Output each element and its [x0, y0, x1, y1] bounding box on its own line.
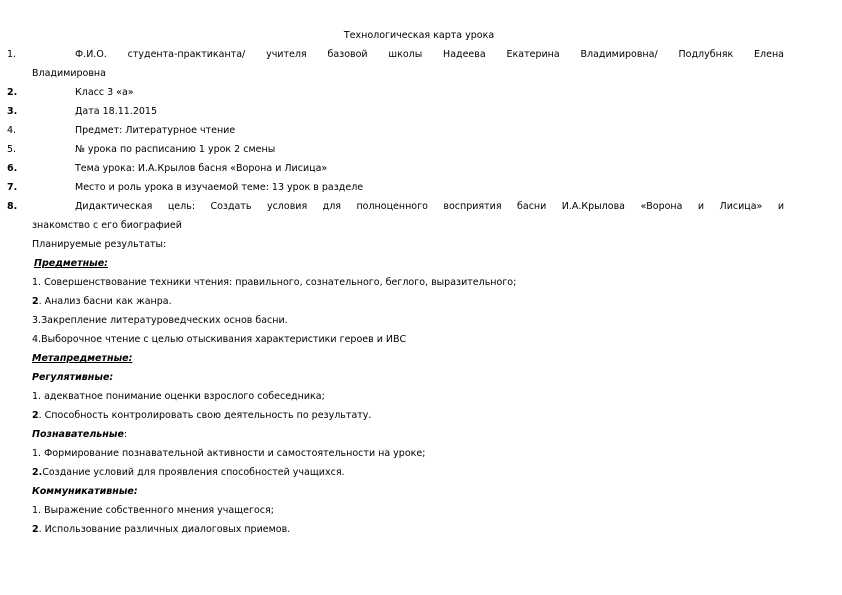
lesson-info-item — [7, 159, 784, 178]
item-number: 1. — [32, 277, 42, 288]
item-number: 4. — [32, 334, 42, 345]
communicative-heading-text: Коммуникативные: — [32, 486, 138, 497]
regulatory-heading-text: Регулятивные: — [32, 372, 114, 383]
subject-result-item — [32, 330, 784, 349]
item-text: Закрепление литературоведческих основ басни. — [41, 315, 288, 326]
lesson-info-item — [7, 140, 784, 159]
item-text: № урока по расписанию 1 урок 2 смены — [75, 144, 276, 155]
item-number: 1. — [32, 505, 42, 516]
item-text: Класс 3 «а» — [75, 87, 134, 98]
metasubject-heading-text: Метапредметные: — [32, 353, 133, 364]
document-title: Технологическая карта урока — [343, 30, 495, 41]
item-number: 4. — [7, 125, 17, 136]
item-text: . Анализ басни как жанра. — [38, 296, 172, 307]
communicative-heading — [32, 482, 784, 501]
cognitive-heading-colon: : — [123, 429, 128, 440]
item-text: адекватное понимание оценки взрослого собеседника; — [41, 391, 325, 402]
lesson-info-item — [7, 197, 784, 235]
item-number: 3. — [7, 106, 18, 117]
communicative-item — [32, 501, 784, 520]
item-number: 2 — [32, 296, 39, 307]
cognitive-heading-text: Познавательные — [32, 429, 124, 440]
item-number: 2. — [7, 87, 18, 98]
item-text: Создание условий для проявления способностей учащихся. — [42, 467, 345, 478]
item-text: Тема урока: И.А.Крылов басня «Ворона и Лисица» — [75, 163, 328, 174]
item-number: 1. — [32, 448, 42, 459]
item-number: 5. — [7, 144, 17, 155]
item-text: Место и роль урока в изучаемой теме: 13 урок в разделе — [75, 182, 364, 193]
regulatory-item — [32, 406, 784, 425]
lesson-info-item — [7, 83, 784, 102]
lesson-info-item — [7, 121, 784, 140]
item-number: 8. — [7, 201, 18, 212]
item-number: 1. — [32, 391, 42, 402]
lesson-info-list — [7, 45, 784, 235]
item-number: 3. — [32, 315, 42, 326]
cognitive-heading — [32, 425, 784, 444]
regulatory-heading — [32, 368, 784, 387]
subject-results-heading — [32, 254, 784, 273]
metasubject-results-heading — [32, 349, 784, 368]
item-text: Дидактическая цель: Создать условия для полноценного восприятия басни И.А.Крылова «Ворона и Лисица» и — [75, 201, 784, 212]
item-number: 7. — [7, 182, 18, 193]
item-text: Предмет: Литературное чтение — [75, 125, 236, 136]
item-text: . Использование различных диалоговых приемов. — [38, 524, 291, 535]
cognitive-item — [32, 463, 784, 482]
lesson-info-item — [7, 102, 784, 121]
regulatory-item — [32, 387, 784, 406]
subject-result-item — [32, 273, 784, 292]
item-text: Выборочное чтение с целью отыскивания характеристики героев и ИВС — [41, 334, 407, 345]
item-text: Выражение собственного мнения учащегося; — [41, 505, 274, 516]
item-text: . Способность контролировать свою деятельность по результату. — [38, 410, 372, 421]
item-number: 2 — [32, 524, 39, 535]
communicative-item — [32, 520, 784, 539]
item-number: 2. — [32, 467, 43, 478]
item-text: Ф.И.О. студента-практиканта/ учителя базовой школы Надеева Екатерина Владимировна/ Подлубняк Елена — [75, 49, 784, 60]
subject-heading-text: Предметные: — [34, 258, 108, 269]
subject-result-item — [32, 292, 784, 311]
item-text-continued: Владимировна — [32, 68, 106, 79]
item-text: Совершенствование техники чтения: правильного, сознательного, беглого, выразительного; — [41, 277, 517, 288]
lesson-info-item — [7, 45, 784, 83]
item-number: 6. — [7, 163, 18, 174]
item-text-continued: знакомство с его биографией — [32, 220, 182, 231]
planned-results-label: Планируемые результаты: — [32, 239, 167, 250]
subject-result-item — [32, 311, 784, 330]
item-number: 1. — [7, 49, 17, 60]
lesson-info-item — [7, 178, 784, 197]
item-text: Формирование познавательной активности и самостоятельности на уроке; — [41, 448, 426, 459]
item-number: 2 — [32, 410, 39, 421]
cognitive-item — [32, 444, 784, 463]
item-text: Дата 18.11.2015 — [75, 106, 158, 117]
